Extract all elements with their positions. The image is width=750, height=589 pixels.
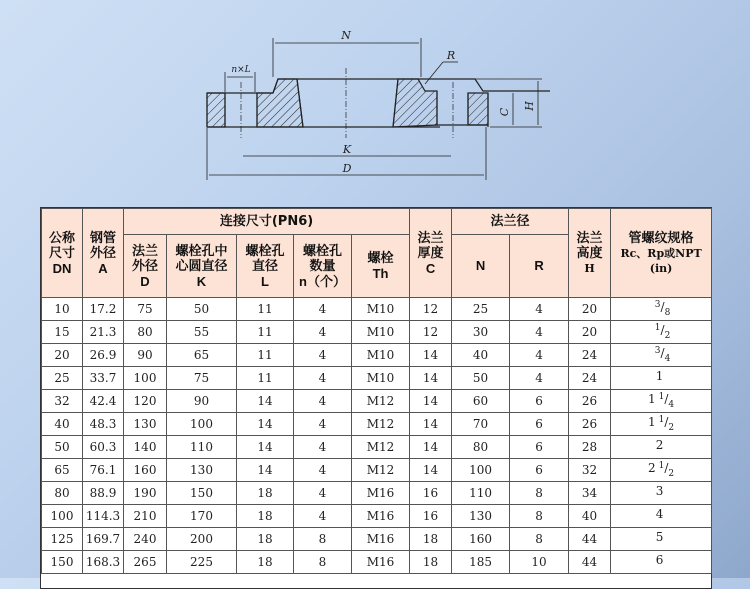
cell-l: 18 — [237, 482, 294, 505]
cell-a: 169.7 — [83, 528, 124, 551]
cell-n: 4 — [294, 390, 352, 413]
cell-h: 20 — [569, 298, 611, 321]
cell-th: M12 — [352, 436, 410, 459]
cell-dn: 80 — [42, 482, 83, 505]
cell-k: 100 — [167, 413, 237, 436]
cell-dn: 100 — [42, 505, 83, 528]
cell-a: 168.3 — [83, 551, 124, 574]
header-l: 螺栓孔 直径 L — [237, 235, 294, 298]
dim-label-c: C — [498, 107, 511, 117]
dim-label-r: R — [446, 49, 456, 62]
cell-k: 150 — [167, 482, 237, 505]
cell-n: 30 — [452, 321, 510, 344]
cell-thread: 1 $^1/_2$ — [611, 413, 712, 436]
cell-k: 50 — [167, 298, 237, 321]
cell-r: 6 — [510, 413, 569, 436]
cell-d: 160 — [124, 459, 167, 482]
cell-h: 32 — [569, 459, 611, 482]
cell-n: 4 — [294, 436, 352, 459]
cell-dn: 10 — [42, 298, 83, 321]
header-th: 螺栓 Th — [352, 235, 410, 298]
cell-th: M10 — [352, 344, 410, 367]
cell-d: 100 — [124, 367, 167, 390]
cell-k: 110 — [167, 436, 237, 459]
cell-dn: 150 — [42, 551, 83, 574]
cell-h: 24 — [569, 367, 611, 390]
cell-l: 14 — [237, 413, 294, 436]
cell-d: 90 — [124, 344, 167, 367]
cell-h: 28 — [569, 436, 611, 459]
cell-a: 76.1 — [83, 459, 124, 482]
cell-k: 200 — [167, 528, 237, 551]
table-row — [42, 413, 712, 436]
table-row — [42, 459, 712, 482]
cell-th: M16 — [352, 505, 410, 528]
cell-a: 114.3 — [83, 505, 124, 528]
cell-thread: 2 $^1/_2$ — [611, 459, 712, 482]
dim-label-h: H — [523, 101, 536, 111]
cell-c: 14 — [410, 367, 452, 390]
cell-th: M10 — [352, 298, 410, 321]
cell-thread: 1 — [611, 367, 712, 390]
cell-dn: 15 — [42, 321, 83, 344]
cell-n: 4 — [294, 298, 352, 321]
cell-d: 265 — [124, 551, 167, 574]
cell-c: 16 — [410, 482, 452, 505]
table-row — [42, 482, 712, 505]
cell-k: 75 — [167, 367, 237, 390]
header-h: 法兰 高度 H — [569, 209, 611, 298]
cell-n: 50 — [452, 367, 510, 390]
cell-dn: 65 — [42, 459, 83, 482]
cell-c: 18 — [410, 528, 452, 551]
table-row — [42, 436, 712, 459]
cell-k: 130 — [167, 459, 237, 482]
cell-c: 16 — [410, 505, 452, 528]
cell-a: 60.3 — [83, 436, 124, 459]
cell-dn: 32 — [42, 390, 83, 413]
header-d: 法兰 外径 D — [124, 235, 167, 298]
cell-a: 88.9 — [83, 482, 124, 505]
cell-k: 225 — [167, 551, 237, 574]
cell-r: 4 — [510, 367, 569, 390]
cell-n: 4 — [294, 321, 352, 344]
cell-k: 55 — [167, 321, 237, 344]
cell-n: 185 — [452, 551, 510, 574]
cell-r: 6 — [510, 459, 569, 482]
flange-dimensions-table — [41, 208, 712, 574]
cell-r: 8 — [510, 505, 569, 528]
cell-th: M12 — [352, 413, 410, 436]
cell-r: 6 — [510, 436, 569, 459]
dim-label-n: N — [341, 29, 351, 42]
cell-n: 4 — [294, 482, 352, 505]
cell-l: 14 — [237, 436, 294, 459]
header-thread: 管螺纹规格 Rc、Rp或NPT (in) — [611, 209, 712, 298]
cell-l: 11 — [237, 321, 294, 344]
cell-l: 11 — [237, 344, 294, 367]
cell-k: 65 — [167, 344, 237, 367]
cell-n: 4 — [294, 505, 352, 528]
cell-h: 34 — [569, 482, 611, 505]
cell-h: 24 — [569, 344, 611, 367]
cell-l: 18 — [237, 551, 294, 574]
cell-n: 4 — [294, 367, 352, 390]
cell-thread: 6 — [611, 551, 712, 574]
cell-k: 170 — [167, 505, 237, 528]
cell-thread: $^1/_2$ — [611, 321, 712, 344]
cell-thread: 4 — [611, 505, 712, 528]
cell-thread: 2 — [611, 436, 712, 459]
dim-label-k: K — [342, 143, 352, 156]
dim-label-d: D — [342, 162, 352, 175]
cell-l: 11 — [237, 367, 294, 390]
cell-l: 18 — [237, 528, 294, 551]
cell-n: 4 — [294, 413, 352, 436]
cell-th: M16 — [352, 528, 410, 551]
cell-th: M16 — [352, 482, 410, 505]
cell-dn: 40 — [42, 413, 83, 436]
cell-h: 20 — [569, 321, 611, 344]
cell-h: 44 — [569, 528, 611, 551]
header-c: 法兰 厚度 C — [410, 209, 452, 298]
cell-n: 8 — [294, 551, 352, 574]
table-row — [42, 528, 712, 551]
dim-label-nxl: n×L — [231, 65, 251, 75]
cell-c: 14 — [410, 459, 452, 482]
cell-d: 75 — [124, 298, 167, 321]
cell-n: 110 — [452, 482, 510, 505]
cell-a: 26.9 — [83, 344, 124, 367]
table-row — [42, 551, 712, 574]
cell-d: 190 — [124, 482, 167, 505]
flange-dimensions-table-container — [40, 207, 712, 589]
header-k: 螺栓孔中 心圆直径 K — [167, 235, 237, 298]
cell-d: 240 — [124, 528, 167, 551]
cell-r: 4 — [510, 344, 569, 367]
cell-thread: 3 — [611, 482, 712, 505]
cell-d: 80 — [124, 321, 167, 344]
cell-h: 26 — [569, 390, 611, 413]
cell-c: 18 — [410, 551, 452, 574]
cell-c: 12 — [410, 321, 452, 344]
cell-l: 14 — [237, 390, 294, 413]
cell-n: 4 — [294, 459, 352, 482]
cell-n: 60 — [452, 390, 510, 413]
cell-n: 40 — [452, 344, 510, 367]
cell-dn: 50 — [42, 436, 83, 459]
cell-d: 210 — [124, 505, 167, 528]
header-neck-n: N — [452, 235, 510, 298]
cell-th: M16 — [352, 551, 410, 574]
cell-dn: 125 — [42, 528, 83, 551]
cell-th: M12 — [352, 459, 410, 482]
cell-c: 12 — [410, 298, 452, 321]
cell-n: 130 — [452, 505, 510, 528]
cell-d: 140 — [124, 436, 167, 459]
cell-k: 90 — [167, 390, 237, 413]
cell-n: 8 — [294, 528, 352, 551]
cell-r: 8 — [510, 528, 569, 551]
table-row — [42, 344, 712, 367]
header-neck-group: 法兰径 — [452, 209, 569, 235]
cell-dn: 25 — [42, 367, 83, 390]
cell-r: 10 — [510, 551, 569, 574]
cell-n: 80 — [452, 436, 510, 459]
cell-n: 160 — [452, 528, 510, 551]
cell-c: 14 — [410, 413, 452, 436]
cell-c: 14 — [410, 390, 452, 413]
flange-cross-section-drawing — [200, 20, 550, 190]
cell-r: 4 — [510, 321, 569, 344]
cell-thread: $^3/_4$ — [611, 344, 712, 367]
table-row — [42, 505, 712, 528]
cell-a: 17.2 — [83, 298, 124, 321]
cell-l: 11 — [237, 298, 294, 321]
cell-a: 42.4 — [83, 390, 124, 413]
header-dn: 公称 尺寸 DN — [42, 209, 83, 298]
cell-a: 33.7 — [83, 367, 124, 390]
cell-c: 14 — [410, 344, 452, 367]
cell-r: 4 — [510, 298, 569, 321]
cell-d: 120 — [124, 390, 167, 413]
cell-l: 14 — [237, 459, 294, 482]
cell-d: 130 — [124, 413, 167, 436]
cell-r: 6 — [510, 390, 569, 413]
cell-c: 14 — [410, 436, 452, 459]
cell-h: 40 — [569, 505, 611, 528]
cell-thread: 1 $^1/_4$ — [611, 390, 712, 413]
cell-th: M10 — [352, 321, 410, 344]
header-connection-group: 连接尺寸(PN6) — [124, 209, 410, 235]
cell-thread: $^3/_8$ — [611, 298, 712, 321]
cell-dn: 20 — [42, 344, 83, 367]
cell-thread: 5 — [611, 528, 712, 551]
table-row — [42, 321, 712, 344]
table-row — [42, 298, 712, 321]
cell-h: 44 — [569, 551, 611, 574]
cell-l: 18 — [237, 505, 294, 528]
cell-n: 100 — [452, 459, 510, 482]
cell-n: 70 — [452, 413, 510, 436]
header-a: 钢管 外径 A — [83, 209, 124, 298]
cell-a: 21.3 — [83, 321, 124, 344]
cell-r: 8 — [510, 482, 569, 505]
cell-th: M12 — [352, 390, 410, 413]
cell-n: 4 — [294, 344, 352, 367]
cell-n: 25 — [452, 298, 510, 321]
header-neck-r: R — [510, 235, 569, 298]
cell-a: 48.3 — [83, 413, 124, 436]
cell-h: 26 — [569, 413, 611, 436]
cell-th: M10 — [352, 367, 410, 390]
header-n: 螺栓孔 数量 n（个） — [294, 235, 352, 298]
table-row — [42, 390, 712, 413]
table-row — [42, 367, 712, 390]
